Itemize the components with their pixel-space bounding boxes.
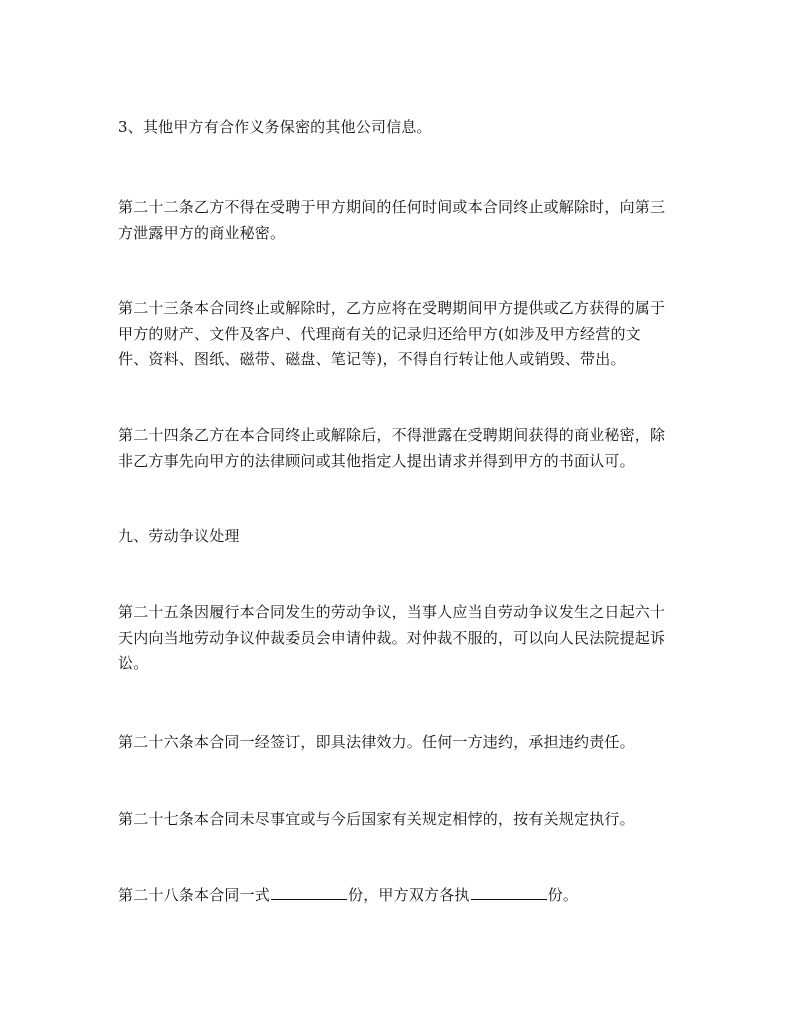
paragraph-article-24: 第二十四条乙方在本合同终止或解除后，不得泄露在受聘期间获得的商业秘密，除非乙方事先向甲方的法律顾问或其他指定人提出请求并得到甲方的书面认可。 [118, 426, 666, 470]
article-28-text-start: 第二十八条本合同一式 [118, 886, 271, 904]
article-28-text-middle: 份，甲方双方各执 [348, 886, 470, 904]
paragraph-article-26: 第二十六条本合同一经签订，即具法律效力。任何一方违约，承担违约责任。 [118, 733, 635, 751]
article-28-text-end: 份。 [547, 886, 579, 904]
copies-count-blank[interactable] [271, 885, 347, 900]
copies-each-blank[interactable] [471, 885, 547, 900]
section-heading-labor-dispute: 九、劳动争议处理 [118, 527, 240, 545]
paragraph-article-22: 第二十二条乙方不得在受聘于甲方期间的任何时间或本合同终止或解除时，向第三方泄露甲方的商业秘密。 [118, 198, 666, 242]
paragraph-item-3: 3、其他甲方有合作义务保密的其他公司信息。 [118, 118, 432, 136]
paragraph-article-25: 第二十五条因履行本合同发生的劳动争议，当事人应当自劳动争议发生之日起六十天内向当地劳动争议仲裁委员会申请仲裁。对仲裁不服的，可以向人民法院提起诉讼。 [118, 603, 666, 672]
paragraph-article-23: 第二十三条本合同终止或解除时，乙方应将在受聘期间甲方提供或乙方获得的属于甲方的财产、文件及客户、代理商有关的记录归还给甲方(如涉及甲方经营的文件、资料、图纸、磁带、磁盘、笔记等)，不得自行转让他人或销毁、带出。 [118, 299, 666, 368]
paragraph-article-28 [118, 883, 666, 909]
paragraph-article-27: 第二十七条本合同未尽事宜或与今后国家有关规定相悖的，按有关规定执行。 [118, 810, 635, 828]
